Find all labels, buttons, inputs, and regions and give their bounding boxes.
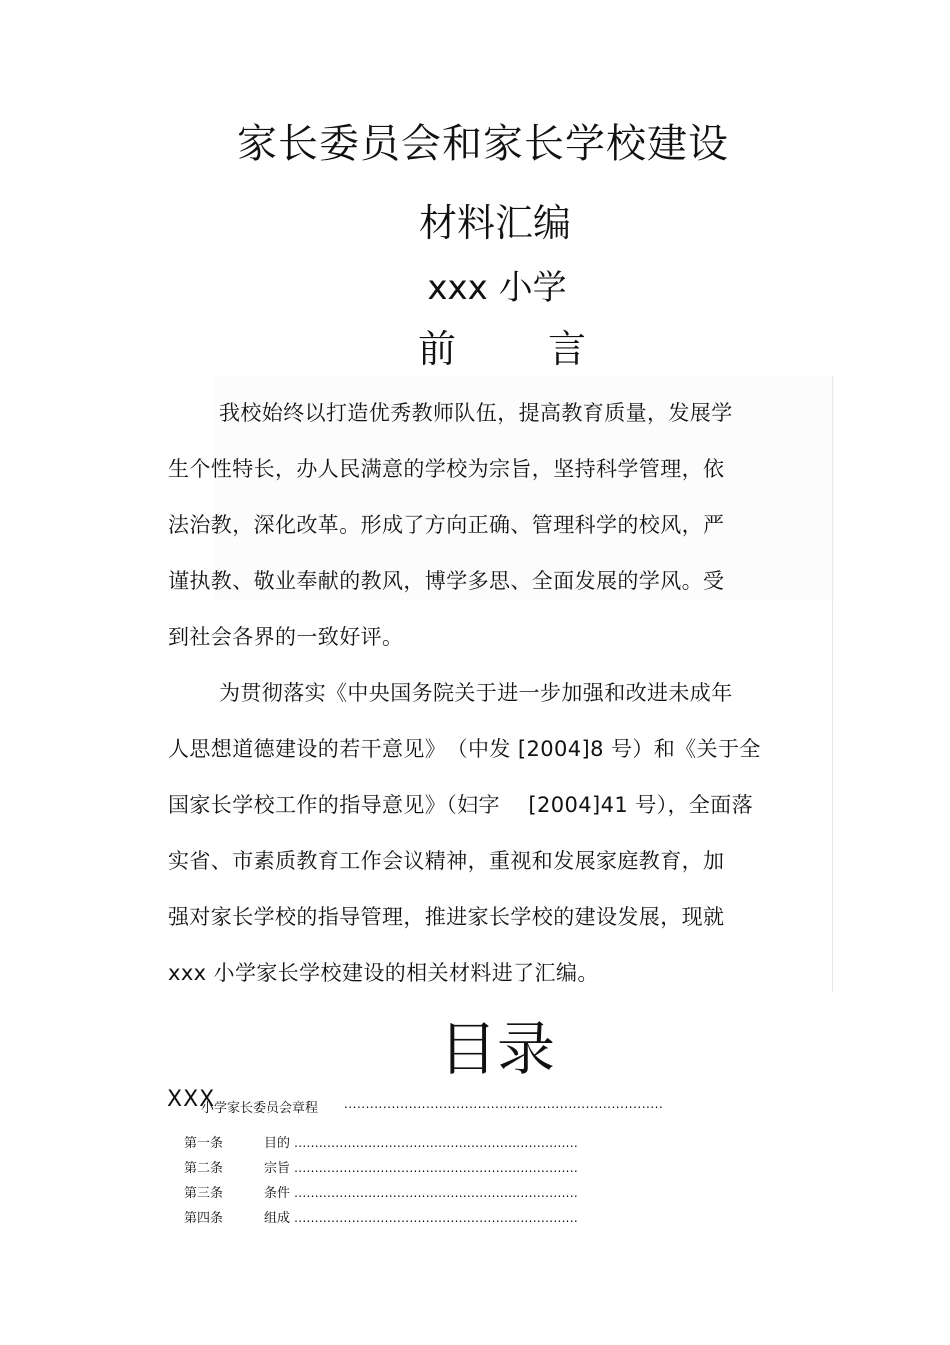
toc-item-leader: .....................................................................	[290, 1186, 579, 1200]
paragraph2-line: 为贯彻落实《中央国务院关于进一步加强和改进未成年	[219, 681, 733, 705]
toc-main-entry: 小学家长委员会章程	[201, 1101, 319, 1116]
school-name: xxx 小学	[427, 268, 567, 308]
toc-item	[184, 1207, 578, 1226]
paragraph1-line: 法治教，深化改革。形成了方向正确、管理科学的校风，严	[168, 513, 725, 537]
toc-item-number: 第四条	[184, 1211, 224, 1226]
toc-item-name: 目的	[264, 1136, 291, 1151]
toc-item-leader: .....................................................................	[290, 1161, 579, 1175]
paragraph2-line: 强对家长学校的指导管理，推进家长学校的建设发展，现就	[168, 905, 725, 929]
toc-item-leader: .....................................................................	[290, 1211, 579, 1225]
toc-item-name: 组成	[264, 1211, 291, 1226]
paragraph1-line: 谨执教、敬业奉献的教风，博学多思、全面发展的学风。受	[168, 569, 725, 593]
toc-item	[184, 1182, 578, 1201]
toc-item-number: 第二条	[184, 1161, 224, 1176]
paragraph1-line: 到社会各界的一致好评。	[168, 625, 404, 649]
toc-item-number: 第三条	[184, 1186, 224, 1201]
toc-item-name: 宗旨	[264, 1161, 291, 1176]
toc-main-leader: ..........................................................................	[344, 1097, 664, 1111]
toc-item-name: 条件	[264, 1186, 291, 1201]
paragraph1-line: 我校始终以打造优秀教师队伍，提高教育质量，发展学	[219, 401, 733, 425]
toc-main-prefix: XXX	[167, 1087, 216, 1112]
right-margin-rule	[832, 376, 833, 992]
document-title: 家长委员会和家长学校建设	[237, 121, 729, 167]
preface-heading-left: 前	[418, 327, 457, 371]
toc-title: 目录	[438, 1015, 555, 1083]
paragraph2-line: 人思想道德建设的若干意见》 （中发 [2004]8 号）和《关于全	[168, 737, 761, 761]
paragraph1-line: 生个性特长，办人民满意的学校为宗旨，坚持科学管理，依	[168, 457, 725, 481]
paragraph2-line: 国家长学校工作的指导意见》（妇字 [2004]41 号），全面落	[168, 793, 754, 817]
document-subtitle: 材料汇编	[418, 201, 571, 245]
toc-item	[184, 1132, 578, 1151]
toc-item	[184, 1157, 578, 1176]
preface-heading	[418, 318, 586, 373]
toc-item-number: 第一条	[184, 1136, 224, 1151]
paragraph2-line: xxx 小学家长学校建设的相关材料进了汇编。	[168, 961, 599, 985]
toc-item-leader: .....................................................................	[290, 1136, 579, 1150]
preface-heading-right: 言	[548, 327, 587, 371]
paragraph2-line: 实省、市素质教育工作会议精神，重视和发展家庭教育，加	[168, 849, 725, 873]
